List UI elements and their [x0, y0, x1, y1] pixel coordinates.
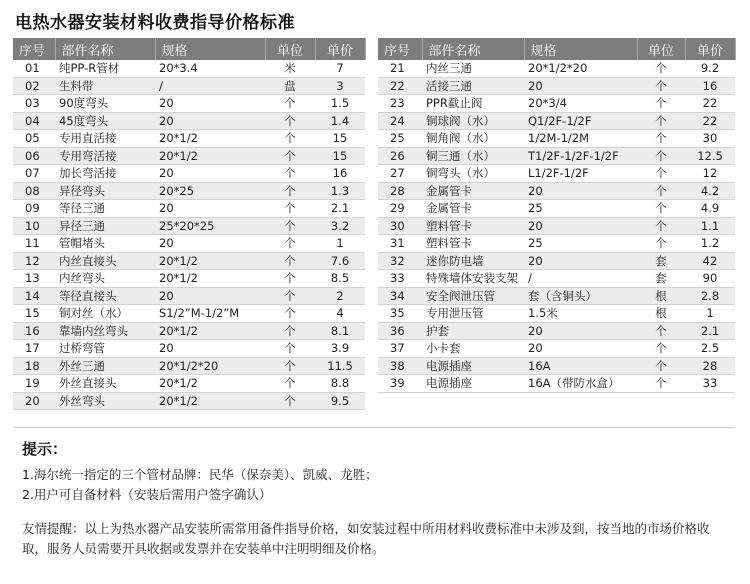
cell-unit: 根	[637, 305, 685, 323]
cell-no: 27	[378, 165, 422, 183]
cell-no: 33	[378, 270, 422, 288]
cell-no: 23	[378, 95, 422, 113]
cell-name: PPR截止阀	[422, 95, 524, 113]
table-row	[378, 165, 735, 183]
cell-name: 外丝直接头	[55, 375, 155, 393]
cell-name: 专用直活接	[55, 130, 155, 148]
tip-line-1: 1.海尔统一指定的三个管材品牌：民华（保奈美）、凯威、龙胜；	[22, 467, 378, 482]
cell-no: 31	[378, 235, 422, 253]
cell-unit: 个	[637, 60, 685, 77]
header-no: 序号	[378, 38, 422, 60]
cell-no: 22	[378, 77, 422, 95]
cell-spec: 20*25	[155, 182, 265, 200]
cell-name: 迷你防电墙	[422, 252, 524, 270]
cell-unit: 套	[637, 252, 685, 270]
header-price: 单价	[685, 38, 735, 60]
tip-line-2: 2.用户可自备材料（安装后需用户签字确认）	[22, 487, 272, 502]
cell-price: 2.8	[685, 287, 735, 305]
table-row	[378, 357, 735, 375]
header-name: 部件名称	[422, 38, 524, 60]
cell-spec: 20*1/2	[155, 130, 265, 148]
cell-spec: 20	[524, 322, 637, 340]
cell-no: 07	[13, 165, 55, 183]
header-price: 单价	[315, 38, 365, 60]
table-row	[378, 217, 735, 235]
cell-name: 专用泄压管	[422, 305, 524, 323]
cell-no: 06	[13, 147, 55, 165]
cell-name: 90度弯头	[55, 95, 155, 113]
cell-unit: 个	[637, 235, 685, 253]
cell-spec: 20*1/2*20	[155, 357, 265, 375]
cell-spec: 20	[155, 95, 265, 113]
header-no: 序号	[13, 38, 55, 60]
cell-no: 32	[378, 252, 422, 270]
cell-no: 24	[378, 112, 422, 130]
cell-spec: 20	[155, 165, 265, 183]
cell-price: 2.1	[685, 322, 735, 340]
cell-spec: 25	[524, 200, 637, 218]
cell-no: 29	[378, 200, 422, 218]
cell-price: 9.2	[685, 60, 735, 77]
page-title: 电热水器安装材料收费指导价格标准	[15, 13, 295, 33]
table-row	[378, 235, 735, 253]
table-row	[378, 322, 735, 340]
cell-no: 34	[378, 287, 422, 305]
cell-unit: 个	[265, 270, 315, 288]
cell-price: 22	[685, 95, 735, 113]
cell-unit: 个	[637, 357, 685, 375]
cell-price: 7	[315, 60, 365, 77]
divider	[13, 427, 735, 428]
tips-heading: 提示：	[22, 440, 68, 458]
header-spec: 规格	[524, 38, 637, 60]
table-row	[378, 340, 735, 358]
cell-price: 33	[685, 375, 735, 393]
cell-unit: 个	[637, 217, 685, 235]
header-unit: 单位	[265, 38, 315, 60]
table-row	[13, 270, 365, 288]
cell-no: 20	[13, 392, 55, 410]
cell-price: 30	[685, 130, 735, 148]
cell-unit: 个	[637, 165, 685, 183]
cell-no: 30	[378, 217, 422, 235]
header-spec: 规格	[155, 38, 265, 60]
table-row	[378, 200, 735, 218]
cell-unit: 个	[265, 252, 315, 270]
cell-no: 26	[378, 147, 422, 165]
cell-name: 专用弯活接	[55, 147, 155, 165]
table-row	[378, 95, 735, 113]
cell-unit: 个	[265, 392, 315, 410]
table-row	[378, 375, 735, 393]
table-row	[378, 60, 735, 77]
cell-name: 塑料管卡	[422, 217, 524, 235]
cell-spec: 20	[524, 217, 637, 235]
cell-price: 1.1	[685, 217, 735, 235]
cell-price: 12	[685, 165, 735, 183]
table-row	[13, 340, 365, 358]
cell-no: 10	[13, 217, 55, 235]
cell-unit: 盘	[265, 77, 315, 95]
table-row	[13, 235, 365, 253]
cell-name: 塑料管卡	[422, 235, 524, 253]
table-row	[13, 147, 365, 165]
cell-no: 35	[378, 305, 422, 323]
cell-spec: 20	[155, 112, 265, 130]
cell-spec: 20*1/2	[155, 270, 265, 288]
table-row	[378, 112, 735, 130]
cell-price: 1	[685, 305, 735, 323]
table-row	[13, 60, 365, 77]
cell-name: 内丝三通	[422, 60, 524, 77]
cell-no: 21	[378, 60, 422, 77]
cell-unit: 米	[265, 60, 315, 77]
cell-name: 小卡套	[422, 340, 524, 358]
cell-name: 等径三通	[55, 200, 155, 218]
cell-spec: 20	[155, 200, 265, 218]
cell-no: 03	[13, 95, 55, 113]
cell-price: 1.5	[315, 95, 365, 113]
cell-name: 纯PP-R管材	[55, 60, 155, 77]
table-row	[378, 270, 735, 288]
table-row	[378, 252, 735, 270]
table-header-row	[13, 38, 365, 60]
cell-no: 19	[13, 375, 55, 393]
table-row	[378, 77, 735, 95]
cell-spec: 1.5米	[524, 305, 637, 323]
cell-unit: 根	[637, 287, 685, 305]
cell-no: 13	[13, 270, 55, 288]
cell-unit: 个	[637, 147, 685, 165]
cell-unit: 个	[637, 200, 685, 218]
cell-name: 安全阀泄压管	[422, 287, 524, 305]
cell-spec: L1/2F-1/2F	[524, 165, 637, 183]
table-row	[13, 375, 365, 393]
table-row	[378, 147, 735, 165]
table-row	[13, 217, 365, 235]
cell-spec: 20*1/2*20	[524, 60, 637, 77]
cell-name: 特殊墙体安装支架	[422, 270, 524, 288]
cell-no: 36	[378, 322, 422, 340]
cell-unit: 个	[265, 112, 315, 130]
cell-unit: 个	[265, 147, 315, 165]
cell-spec: 20*1/2	[155, 252, 265, 270]
cell-price: 15	[315, 130, 365, 148]
cell-no: 38	[378, 357, 422, 375]
cell-price: 4.2	[685, 182, 735, 200]
cell-price: 4.9	[685, 200, 735, 218]
cell-unit: 个	[637, 112, 685, 130]
cell-unit: 个	[265, 200, 315, 218]
cell-no: 37	[378, 340, 422, 358]
cell-price: 15	[315, 147, 365, 165]
cell-no: 02	[13, 77, 55, 95]
cell-spec: 25*20*25	[155, 217, 265, 235]
cell-name: 等径直接头	[55, 287, 155, 305]
cell-spec: 20	[524, 182, 637, 200]
table-row	[13, 252, 365, 270]
cell-unit: 个	[637, 375, 685, 393]
cell-price: 16	[315, 165, 365, 183]
cell-unit: 个	[265, 287, 315, 305]
cell-unit: 个	[265, 182, 315, 200]
cell-price: 4	[315, 305, 365, 323]
cell-no: 11	[13, 235, 55, 253]
cell-spec: 20	[155, 235, 265, 253]
cell-price: 7.6	[315, 252, 365, 270]
cell-no: 39	[378, 375, 422, 393]
cell-name: 内丝弯头	[55, 270, 155, 288]
cell-price: 1.2	[685, 235, 735, 253]
cell-price: 28	[685, 357, 735, 375]
cell-spec: /	[524, 270, 637, 288]
cell-unit: 个	[265, 165, 315, 183]
header-name: 部件名称	[55, 38, 155, 60]
cell-unit: 个	[265, 130, 315, 148]
table-row	[378, 130, 735, 148]
cell-no: 18	[13, 357, 55, 375]
cell-spec: 20	[524, 252, 637, 270]
price-table-right	[378, 38, 736, 393]
cell-unit: 个	[265, 217, 315, 235]
cell-price: 3	[315, 77, 365, 95]
cell-spec: 20*3.4	[155, 60, 265, 77]
cell-no: 14	[13, 287, 55, 305]
cell-no: 28	[378, 182, 422, 200]
cell-no: 09	[13, 200, 55, 218]
cell-spec: 20*1/2	[155, 147, 265, 165]
cell-unit: 个	[265, 340, 315, 358]
cell-name: 护套	[422, 322, 524, 340]
cell-unit: 个	[265, 95, 315, 113]
cell-no: 15	[13, 305, 55, 323]
cell-name: 异径三通	[55, 217, 155, 235]
cell-name: 铜对丝（水）	[55, 305, 155, 323]
cell-price: 22	[685, 112, 735, 130]
cell-spec: 20*1/2	[155, 322, 265, 340]
cell-name: 管帽堵头	[55, 235, 155, 253]
cell-price: 42	[685, 252, 735, 270]
table-row	[13, 130, 365, 148]
table-row	[13, 322, 365, 340]
friendly-reminder: 友情提醒：以上为热水器产品安装所需常用备件指导价格，如安装过程中所用材料收费标准中未涉及到，按当地的市场价格收取，服务人员需要开具收据或发票并在安装单中注明明细及价格。	[22, 521, 710, 556]
cell-name: 靠墙内丝弯头	[55, 322, 155, 340]
cell-no: 04	[13, 112, 55, 130]
cell-name: 铜角阀（水）	[422, 130, 524, 148]
cell-price: 8.1	[315, 322, 365, 340]
cell-no: 25	[378, 130, 422, 148]
price-table-left	[13, 38, 366, 410]
cell-no: 16	[13, 322, 55, 340]
cell-no: 01	[13, 60, 55, 77]
cell-name: 铜球阀（水）	[422, 112, 524, 130]
table-row	[13, 200, 365, 218]
cell-spec: T1/2F-1/2F-1/2F	[524, 147, 637, 165]
cell-spec: S1/2”M-1/2”M	[155, 305, 265, 323]
cell-spec: 20	[155, 340, 265, 358]
cell-price: 11.5	[315, 357, 365, 375]
cell-price: 8.5	[315, 270, 365, 288]
cell-unit: 套	[637, 270, 685, 288]
cell-name: 外丝弯头	[55, 392, 155, 410]
table-row	[13, 112, 365, 130]
cell-name: 生料带	[55, 77, 155, 95]
table-row	[13, 182, 365, 200]
cell-name: 活接三通	[422, 77, 524, 95]
cell-price: 2	[315, 287, 365, 305]
cell-spec: 20	[524, 340, 637, 358]
table-header-row	[378, 38, 735, 60]
cell-spec: Q1/2F-1/2F	[524, 112, 637, 130]
table-row	[378, 305, 735, 323]
cell-unit: 个	[265, 375, 315, 393]
cell-name: 金属管卡	[422, 200, 524, 218]
cell-spec: 20*3/4	[524, 95, 637, 113]
cell-spec: 1/2M-1/2M	[524, 130, 637, 148]
cell-unit: 个	[265, 322, 315, 340]
cell-price: 9.5	[315, 392, 365, 410]
header-unit: 单位	[637, 38, 685, 60]
cell-price: 3.2	[315, 217, 365, 235]
cell-price: 1.3	[315, 182, 365, 200]
cell-name: 过桥弯管	[55, 340, 155, 358]
cell-spec: 20*1/2	[155, 375, 265, 393]
cell-no: 17	[13, 340, 55, 358]
cell-price: 90	[685, 270, 735, 288]
cell-unit: 个	[637, 340, 685, 358]
cell-no: 12	[13, 252, 55, 270]
cell-no: 08	[13, 182, 55, 200]
cell-unit: 个	[637, 130, 685, 148]
cell-spec: 25	[524, 235, 637, 253]
cell-price: 12.5	[685, 147, 735, 165]
cell-unit: 个	[265, 235, 315, 253]
cell-name: 外丝三通	[55, 357, 155, 375]
table-row	[13, 165, 365, 183]
cell-unit: 个	[637, 182, 685, 200]
cell-name: 金属管卡	[422, 182, 524, 200]
table-row	[378, 287, 735, 305]
cell-name: 加长弯活接	[55, 165, 155, 183]
cell-name: 电源插座	[422, 357, 524, 375]
table-row	[13, 287, 365, 305]
cell-price: 16	[685, 77, 735, 95]
cell-spec: 套（含铜头）	[524, 287, 637, 305]
cell-spec: 20	[155, 287, 265, 305]
table-row	[378, 182, 735, 200]
cell-name: 铜弯头（水）	[422, 165, 524, 183]
table-row	[13, 95, 365, 113]
cell-spec: 20	[524, 77, 637, 95]
cell-spec: 16A	[524, 357, 637, 375]
cell-spec: /	[155, 77, 265, 95]
cell-name: 内丝直接头	[55, 252, 155, 270]
cell-name: 电源插座	[422, 375, 524, 393]
table-row	[13, 305, 365, 323]
table-row	[13, 357, 365, 375]
cell-name: 铜三通（水）	[422, 147, 524, 165]
cell-spec: 20*1/2	[155, 392, 265, 410]
table-row	[13, 392, 365, 410]
cell-no: 05	[13, 130, 55, 148]
cell-price: 1	[315, 235, 365, 253]
cell-price: 2.5	[685, 340, 735, 358]
cell-price: 2.1	[315, 200, 365, 218]
cell-price: 3.9	[315, 340, 365, 358]
cell-unit: 个	[637, 77, 685, 95]
cell-spec: 16A（带防水盒）	[524, 375, 637, 393]
cell-price: 8.8	[315, 375, 365, 393]
cell-unit: 个	[637, 322, 685, 340]
cell-price: 1.4	[315, 112, 365, 130]
table-row	[13, 77, 365, 95]
cell-unit: 个	[265, 305, 315, 323]
cell-name: 45度弯头	[55, 112, 155, 130]
cell-name: 异径弯头	[55, 182, 155, 200]
cell-unit: 个	[637, 95, 685, 113]
cell-unit: 个	[265, 357, 315, 375]
